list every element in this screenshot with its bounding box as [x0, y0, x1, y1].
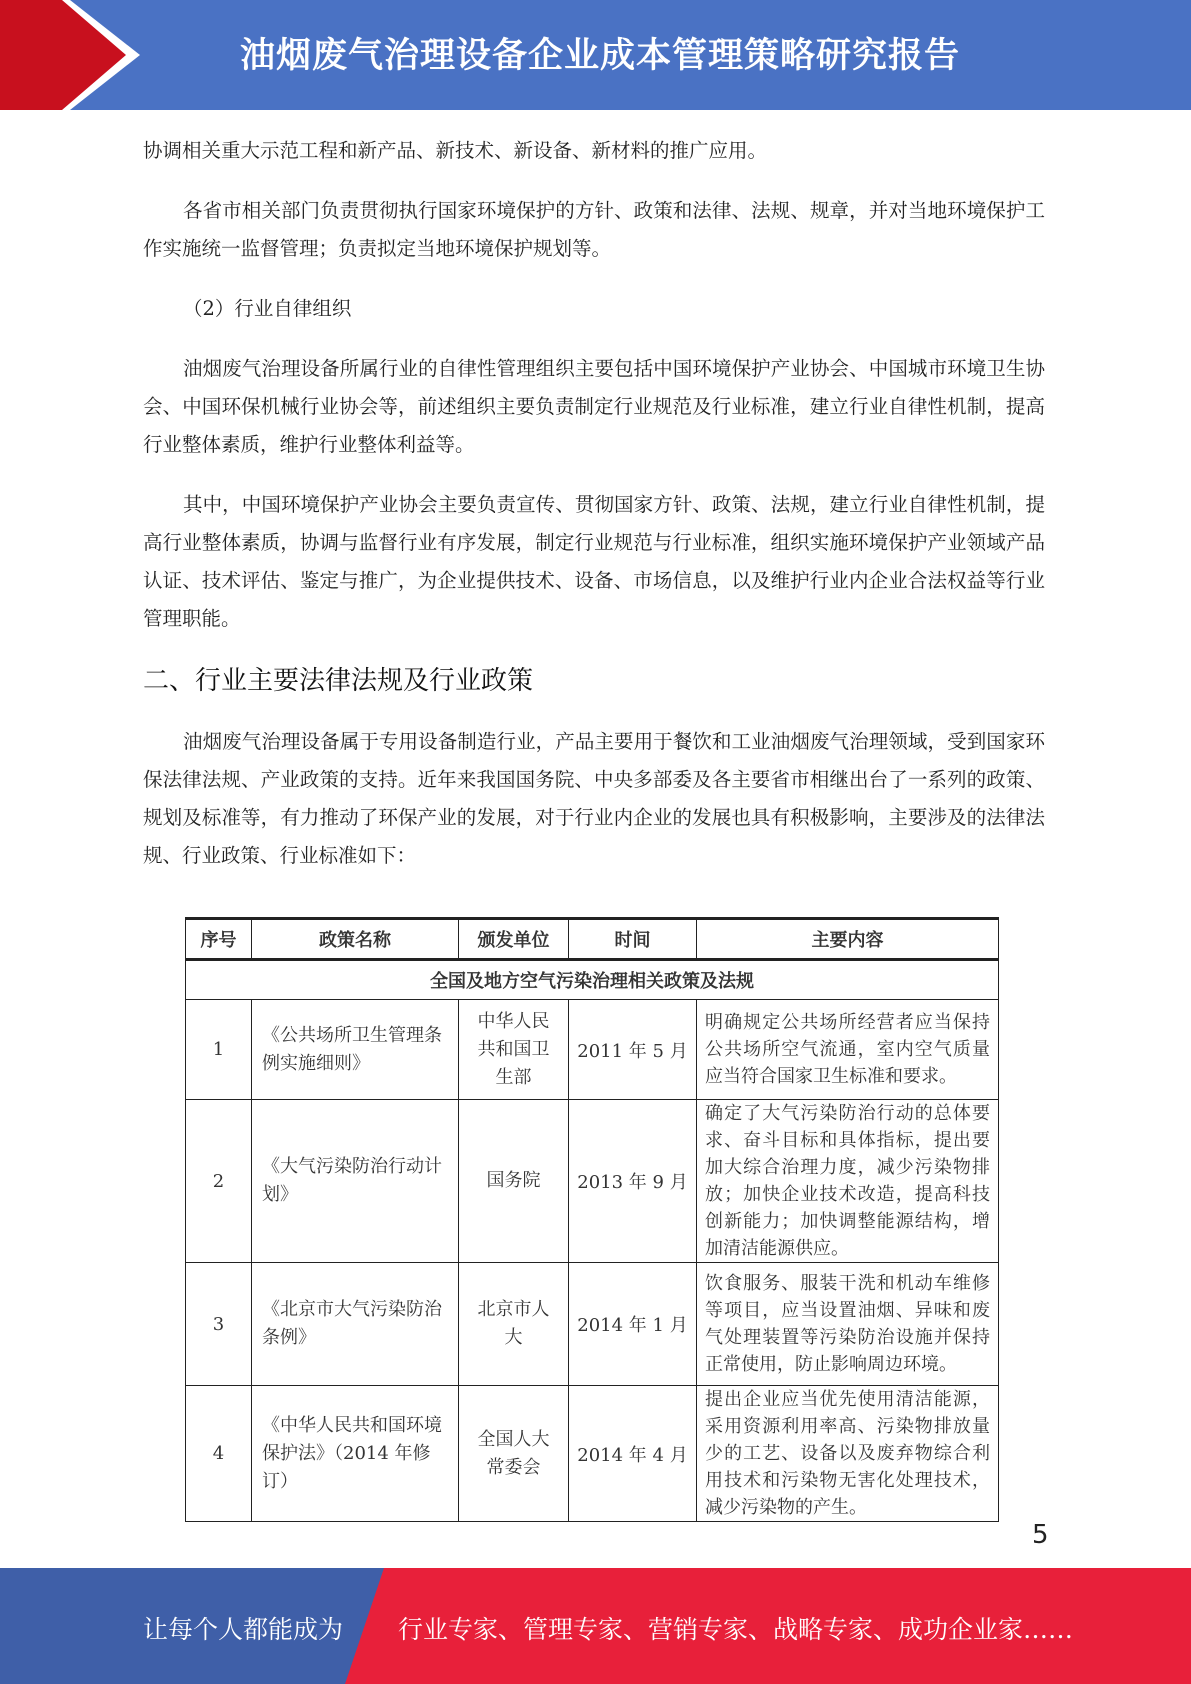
cell-issuer: 中华人民共和国卫生部: [459, 1000, 569, 1100]
cell-policy-name: 《公共场所卫生管理条例实施细则》: [252, 1000, 459, 1100]
cell-no: 2: [186, 1100, 252, 1263]
page-footer: [0, 1568, 1191, 1684]
table-header-row: [186, 919, 999, 960]
cell-issuer: 北京市人大: [459, 1263, 569, 1386]
table-row: [186, 1100, 999, 1263]
footer-slogan-right: 行业专家、管理专家、营销专家、战略专家、成功企业家……: [398, 1615, 1074, 1644]
policy-table: [185, 917, 999, 1522]
header-issuer: 颁发单位: [459, 919, 569, 960]
cell-no: 1: [186, 1000, 252, 1100]
cell-content: 确定了大气污染防治行动的总体要求、奋斗目标和具体指标，提出要加大综合治理力度，减少污染物排放；加快企业技术改造，提高科技创新能力；加快调整能源结构，增加清洁能源供应。: [697, 1100, 999, 1263]
paragraph: 油烟废气治理设备属于专用设备制造行业，产品主要用于餐饮和工业油烟废气治理领域，受到国家环保法律法规、产业政策的支持。近年来我国国务院、中央多部委及各主要省市相继出台了一系列的政策、规划及标准等，有力推动了环保产业的发展，对于行业内企业的发展也具有积极影响，主要涉及的法律法规、行业政策、行业标准如下：: [143, 730, 1045, 867]
cell-no: 3: [186, 1263, 252, 1386]
table-row: [186, 1263, 999, 1386]
table-row: [186, 1386, 999, 1522]
cell-date: 2014 年 1 月: [569, 1263, 697, 1386]
cell-date: 2011 年 5 月: [569, 1000, 697, 1100]
cell-issuer: 全国人大常委会: [459, 1386, 569, 1522]
header-content: 主要内容: [697, 919, 999, 960]
cell-date: 2013 年 9 月: [569, 1100, 697, 1263]
cell-content: 明确规定公共场所经营者应当保持公共场所空气流通，室内空气质量应当符合国家卫生标准和要求。: [697, 1000, 999, 1100]
cell-policy-name: 《大气污染防治行动计划》: [252, 1100, 459, 1263]
paragraph: 各省市相关部门负责贯彻执行国家环境保护的方针、政策和法律、法规、规章，并对当地环境保护工作实施统一监督管理；负责拟定当地环境保护规划等。: [143, 199, 1045, 260]
page-header: [0, 0, 1191, 110]
footer-slogan-left: 让每个人都能成为: [143, 1615, 344, 1644]
table-group-row: [186, 960, 999, 1000]
cell-content: 饮食服务、服装干洗和机动车维修等项目，应当设置油烟、异味和废气处理装置等污染防治设施并保持正常使用，防止影响周边环境。: [697, 1263, 999, 1386]
header-policy-name: 政策名称: [252, 919, 459, 960]
paragraph: 其中，中国环境保护产业协会主要负责宣传、贯彻国家方针、政策、法规，建立行业自律性机制，提高行业整体素质，协调与监督行业有序发展，制定行业规范与行业标准，组织实施环境保护产业领域产品认证、技术评估、鉴定与推广，为企业提供技术、设备、市场信息，以及维护行业内企业合法权益等行业管理职能。: [143, 493, 1045, 630]
cell-date: 2014 年 4 月: [569, 1386, 697, 1522]
cell-policy-name: 《中华人民共和国环境保护法》（2014 年修订）: [252, 1386, 459, 1522]
header-date: 时间: [569, 919, 697, 960]
header-no: 序号: [186, 919, 252, 960]
table-row: [186, 1000, 999, 1100]
cell-issuer: 国务院: [459, 1100, 569, 1263]
policy-table-container: [185, 917, 998, 1518]
cell-no: 4: [186, 1386, 252, 1522]
paragraph: 油烟废气治理设备所属行业的自律性管理组织主要包括中国环境保护产业协会、中国城市环境卫生协会、中国环保机械行业协会等，前述组织主要负责制定行业规范及行业标准，建立行业自律性机制，提高行业整体素质，维护行业整体利益等。: [143, 357, 1045, 456]
subsection-title: （2）行业自律组织: [183, 297, 352, 320]
page-number: 5: [1032, 1520, 1049, 1550]
report-title: 油烟废气治理设备企业成本管理策略研究报告: [240, 36, 961, 76]
cell-policy-name: 《北京市大气污染防治条例》: [252, 1263, 459, 1386]
paragraph: 协调相关重大示范工程和新产品、新技术、新设备、新材料的推广应用。: [143, 139, 768, 162]
section-heading: 二、行业主要法律法规及行业政策: [143, 666, 534, 696]
cell-content: 提出企业应当优先使用清洁能源，采用资源利用率高、污染物排放量少的工艺、设备以及废弃物综合利用技术和污染物无害化处理技术，减少污染物的产生。: [697, 1386, 999, 1522]
group-title: 全国及地方空气污染治理相关政策及法规: [186, 960, 999, 1000]
document-body: [143, 132, 1045, 897]
